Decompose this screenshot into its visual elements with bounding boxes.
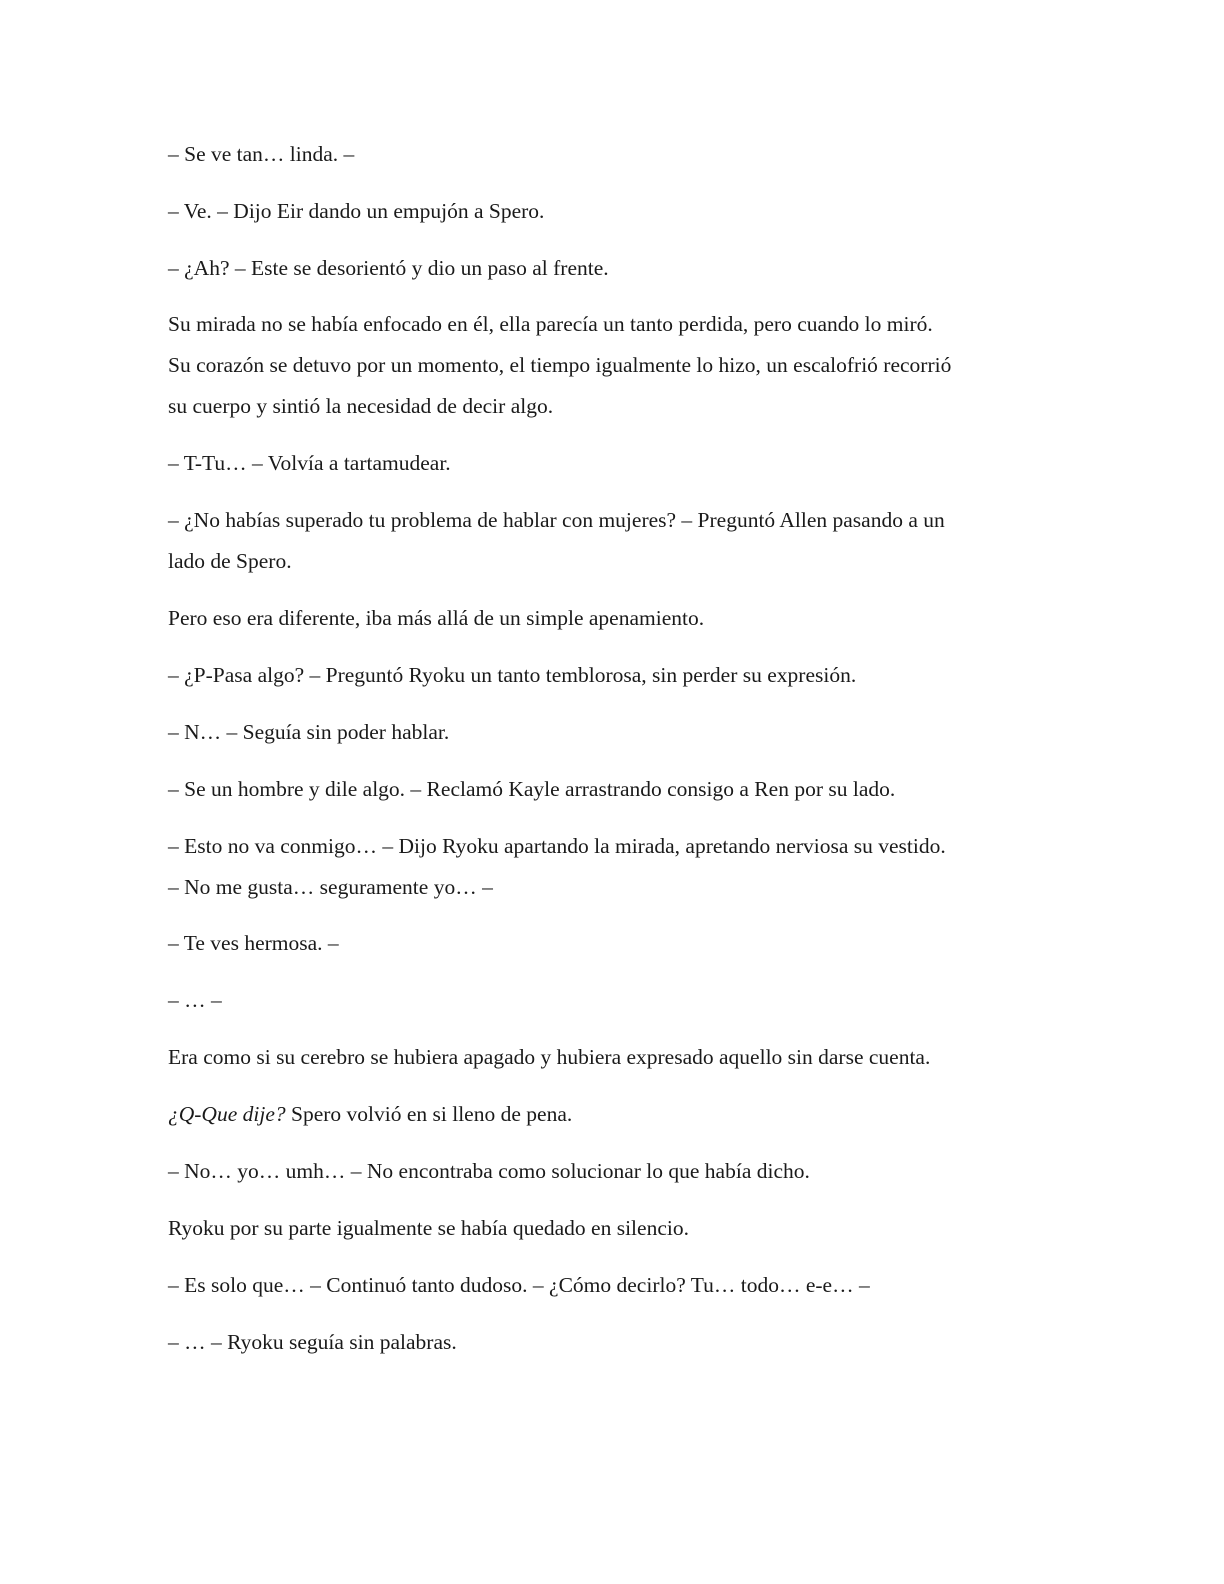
paragraph-9	[168, 712, 1048, 753]
text-line: – Te ves hermosa. –	[168, 931, 339, 955]
text-line: – ¿No habías superado tu problema de hablar con mujeres? – Preguntó Allen pasando a un	[168, 508, 945, 532]
text-line: – N… – Seguía sin poder hablar.	[168, 720, 450, 744]
text-line: – ¿P-Pasa algo? – Preguntó Ryoku un tanto temblorosa, sin perder su expresión.	[168, 663, 857, 687]
text-line: Pero eso era diferente, iba más allá de un simple apenamiento.	[168, 606, 705, 630]
paragraph-2	[168, 191, 1048, 232]
text-line: – No me gusta… seguramente yo… –	[168, 875, 493, 899]
paragraph-8	[168, 655, 1048, 696]
paragraph-15	[168, 1094, 1048, 1135]
text-line: – Se un hombre y dile algo. – Reclamó Kayle arrastrando consigo a Ren por su lado.	[168, 777, 896, 801]
paragraph-10	[168, 769, 1048, 810]
text-line: Su mirada no se había enfocado en él, ella parecía un tanto perdida, pero cuando lo miró.	[168, 312, 933, 336]
paragraph-6	[168, 500, 1048, 582]
text-line: su cuerpo y sintió la necesidad de decir algo.	[168, 394, 554, 418]
text-line: – No… yo… umh… – No encontraba como solucionar lo que había dicho.	[168, 1159, 810, 1183]
italic-thought: ¿Q-Que dije?	[168, 1102, 286, 1126]
text-line: – Se ve tan… linda. –	[168, 142, 355, 166]
text-line: – … – Ryoku seguía sin palabras.	[168, 1330, 457, 1354]
text-line: – Ve. – Dijo Eir dando un empujón a Spero.	[168, 199, 545, 223]
paragraph-16	[168, 1151, 1048, 1192]
text-line: – Esto no va conmigo… – Dijo Ryoku apartando la mirada, apretando nerviosa su vestido.	[168, 834, 946, 858]
text-line: Ryoku por su parte igualmente se había quedado en silencio.	[168, 1216, 689, 1240]
paragraph-5	[168, 443, 1048, 484]
paragraph-19	[168, 1322, 1048, 1363]
paragraph-14	[168, 1037, 1048, 1078]
text-line: – ¿Ah? – Este se desorientó y dio un paso al frente.	[168, 256, 609, 280]
paragraph-18	[168, 1265, 1048, 1306]
text-line: – T-Tu… – Volvía a tartamudear.	[168, 451, 451, 475]
paragraph-1	[168, 134, 1048, 175]
paragraph-13	[168, 980, 1048, 1021]
text-line: lado de Spero.	[168, 549, 292, 573]
text-line: – Es solo que… – Continuó tanto dudoso. – ¿Cómo decirlo? Tu… todo… e-e… –	[168, 1273, 870, 1297]
paragraph-7	[168, 598, 1048, 639]
text-line: – … –	[168, 988, 222, 1012]
paragraph-17	[168, 1208, 1048, 1249]
paragraph-12	[168, 923, 1048, 964]
text-run: Spero volvió en si lleno de pena.	[285, 1102, 573, 1126]
text-line: Era como si su cerebro se hubiera apagado y hubiera expresado aquello sin darse cuenta.	[168, 1045, 931, 1069]
text-line	[168, 1094, 1048, 1135]
paragraph-11	[168, 826, 1048, 908]
paragraph-4	[168, 304, 1048, 427]
text-line: Su corazón se detuvo por un momento, el tiempo igualmente lo hizo, un escalofrió recorrió	[168, 353, 952, 377]
paragraph-3	[168, 248, 1048, 289]
